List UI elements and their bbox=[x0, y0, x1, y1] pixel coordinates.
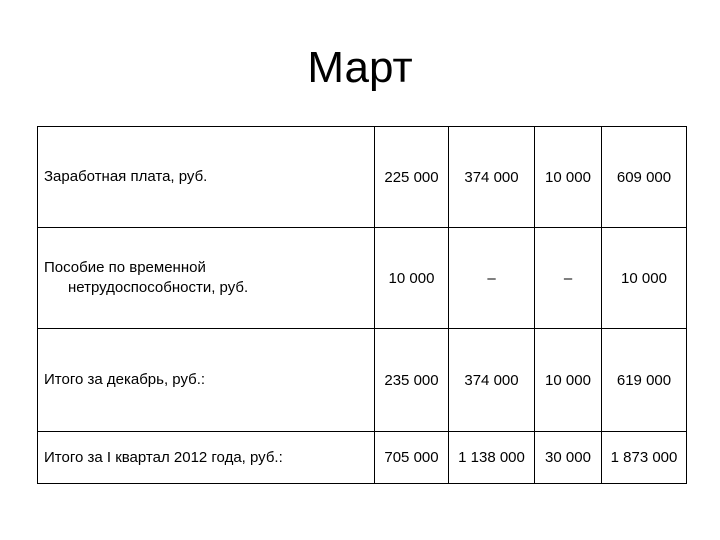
table-cell: 1 138 000 bbox=[449, 432, 535, 484]
table-cell: 1 873 000 bbox=[602, 432, 687, 484]
row-label-line: Заработная плата, руб. bbox=[44, 168, 208, 185]
table-cell: – bbox=[449, 228, 535, 329]
table-cell: 10 000 bbox=[375, 228, 449, 329]
table-row-total-quarter bbox=[38, 432, 687, 484]
table-cell: 225 000 bbox=[375, 127, 449, 228]
table-cell: 10 000 bbox=[602, 228, 687, 329]
table-row-salary bbox=[38, 127, 687, 228]
slide-title: Март bbox=[307, 43, 413, 92]
table-row-sick-benefit bbox=[38, 228, 687, 329]
table-cell: 705 000 bbox=[375, 432, 449, 484]
table-cell: 30 000 bbox=[535, 432, 602, 484]
row-label bbox=[38, 127, 375, 228]
table-cell: 10 000 bbox=[535, 127, 602, 228]
table-cell: 10 000 bbox=[535, 329, 602, 432]
row-label-line: нетрудоспособности, руб. bbox=[68, 279, 249, 296]
table-row-total-december bbox=[38, 329, 687, 432]
row-label bbox=[38, 432, 375, 484]
row-label bbox=[38, 329, 375, 432]
table-cell: 374 000 bbox=[449, 329, 535, 432]
table-cell: 374 000 bbox=[449, 127, 535, 228]
row-label-line: Итого за декабрь, руб.: bbox=[44, 371, 206, 388]
row-label-line: Итого за I квартал 2012 года, руб.: bbox=[44, 448, 283, 466]
row-label bbox=[38, 228, 375, 329]
table-cell: 609 000 bbox=[602, 127, 687, 228]
table-cell: 235 000 bbox=[375, 329, 449, 432]
payroll-table bbox=[37, 126, 687, 484]
row-label-line: Пособие по временной bbox=[44, 259, 206, 276]
table-cell: 619 000 bbox=[602, 329, 687, 432]
table-cell: – bbox=[535, 228, 602, 329]
